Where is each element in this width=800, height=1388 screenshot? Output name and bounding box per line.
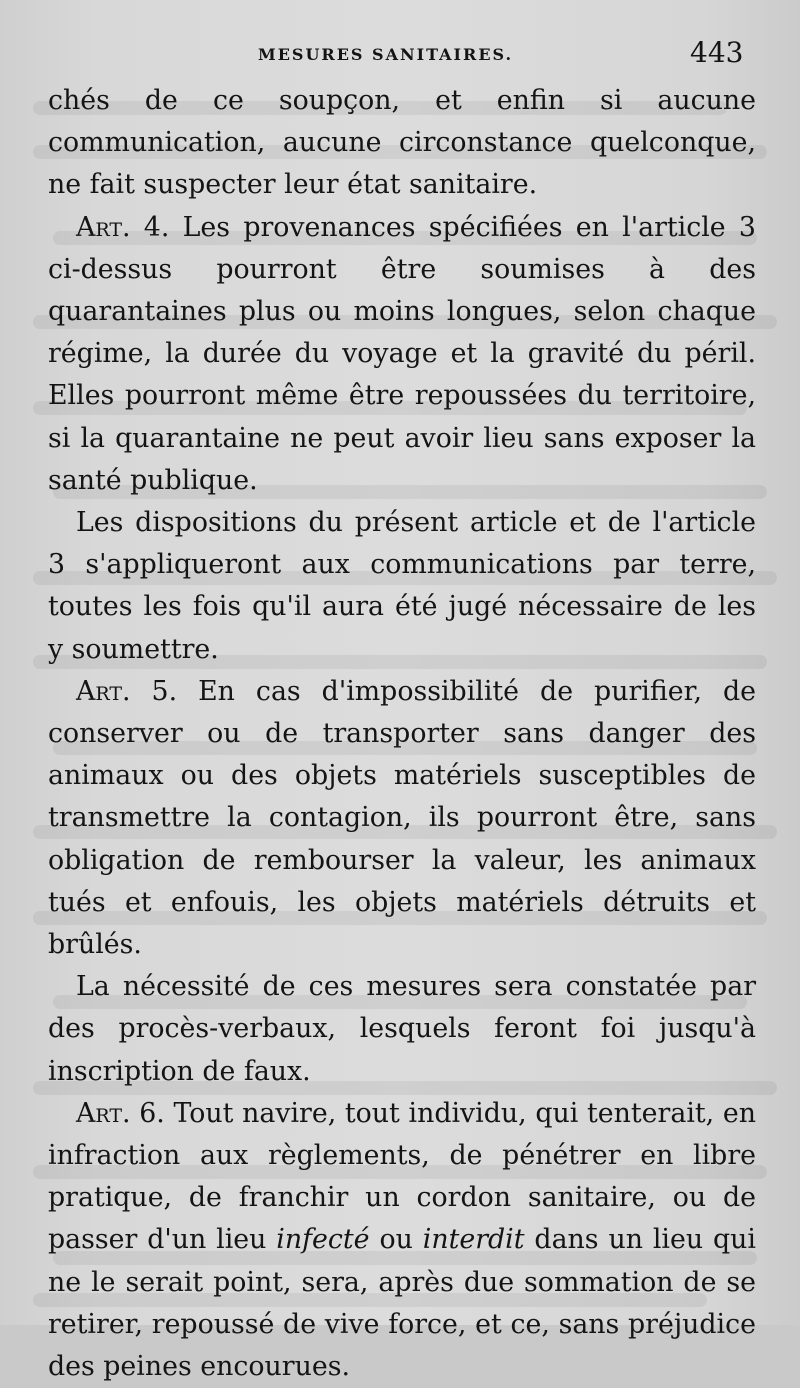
article-6: [48, 1093, 756, 1388]
paragraph-text: La nécessité de ces mesures sera constatée par des procès-verbaux, lesquels feront foi jusqu'à inscription de faux.: [48, 971, 756, 1087]
paragraph-proces-verbaux: [48, 966, 756, 1093]
running-head: MESURES SANITAIRES.: [258, 45, 514, 64]
body-text: [48, 80, 756, 1388]
article-text: En cas d'impossibilité de purifier, de conserver ou de transporter sans danger des animaux ou des objets matériels susceptibles de transmettre la contagion, ils pourront être, sans obligation de rembourser la valeur, les animaux tués et enfouis, les objets matériels détruits et brûlés.: [48, 675, 756, 961]
article-4: [48, 207, 756, 502]
page-header: [0, 36, 800, 70]
paragraph-text: chés de ce soupçon, et enfin si aucune communication, aucune circonstance quelconque, ne fait suspecter leur état sanitaire.: [48, 85, 756, 201]
article-number: Art. 4.: [76, 211, 170, 243]
paragraph-text: Les dispositions du présent article et de l'article 3 s'appliqueront aux communications par terre, toutes les fois qu'il aura été jugé nécessaire de les y soumettre.: [48, 507, 756, 665]
article-5: [48, 671, 756, 966]
paragraph-continuation: [48, 80, 756, 207]
article-number: Art. 6.: [76, 1097, 165, 1129]
article-number: Art. 5.: [76, 675, 178, 707]
article-text-part: dans un lieu qui ne le serait point, sera, après due sommation de se retirer, repoussé de vive force, et ce, sans préjudice des peines encourues.: [48, 1224, 757, 1383]
article-text-part: ou: [369, 1224, 423, 1256]
article-text: Les provenances spécifiées en l'article 3 ci-dessus pourront être soumises à des quarantaines plus ou moins longues, selon chaque régime, la durée du voyage et la gravité du péril. Elles pourront même être repoussées du territoire, si la quarantaine ne peut avoir lieu sans exposer la santé publique.: [48, 211, 756, 496]
italic-term: interdit: [422, 1224, 525, 1256]
page-number: 443: [690, 36, 744, 69]
paragraph-dispositions: [48, 502, 756, 671]
article-text-part: Tout navire, tout individu, qui tenterait, en infraction aux règlements, de pénétrer en libre pratique, de franchir un cordon sanitaire, ou de passer d'un lieu: [48, 1097, 756, 1256]
italic-term: infecté: [276, 1224, 370, 1256]
